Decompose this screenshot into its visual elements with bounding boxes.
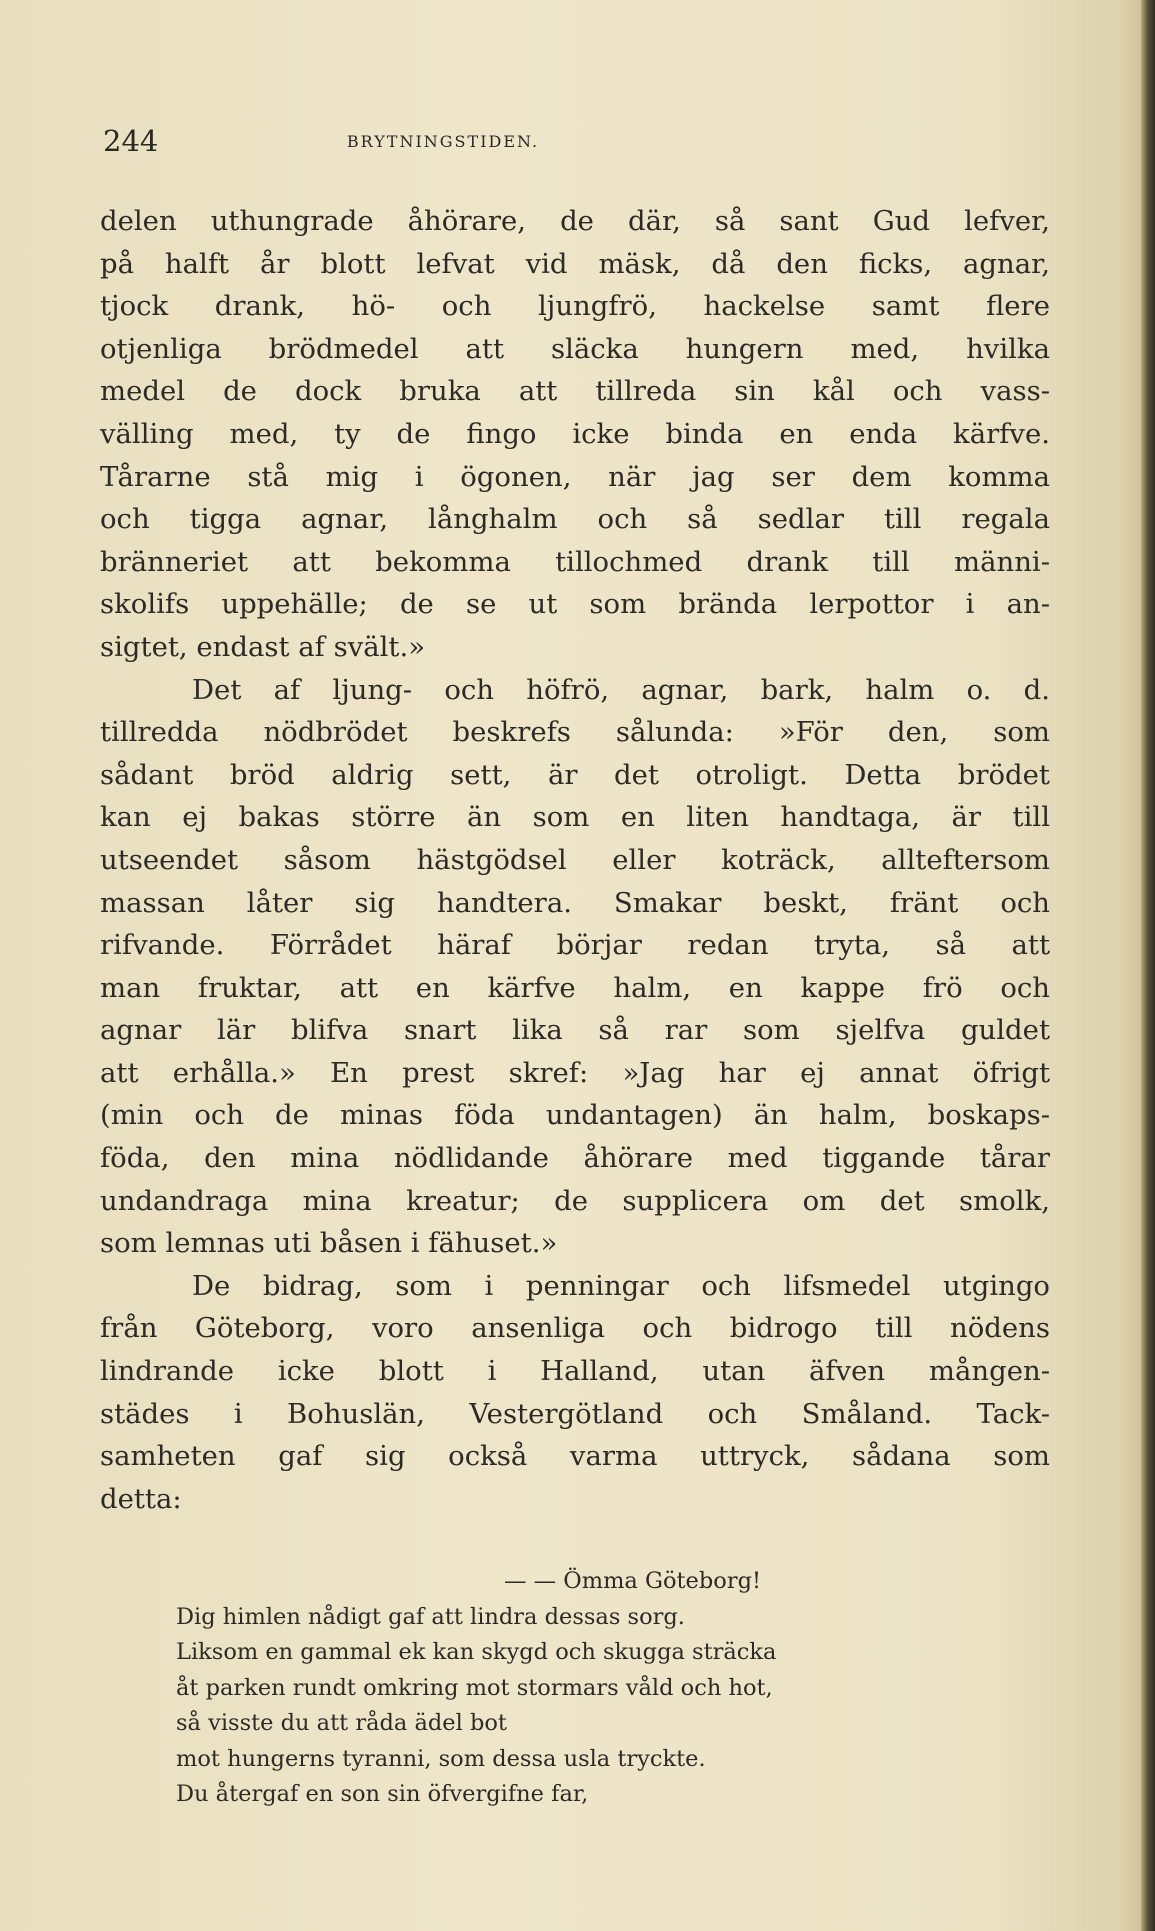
text-line: lindrande icke blott i Halland, utan äfven mången-: [100, 1355, 1050, 1388]
text-line: skolifs uppehälle; de se ut som brända lerpottor i an-: [100, 588, 1050, 621]
poem-opening: — — Ömma Göteborg!: [504, 1568, 762, 1594]
text-line: otjenliga brödmedel att släcka hungern med, hvilka: [100, 332, 1050, 365]
text-line: De bidrag, som i penningar och lifsmedel utgingo: [192, 1269, 1050, 1302]
poem-line: så visste du att råda ädel bot: [176, 1710, 507, 1736]
poem-line: mot hungerns tyranni, som dessa usla tryckte.: [176, 1745, 706, 1772]
page-header: [103, 124, 1053, 164]
paragraph-2: [100, 669, 1050, 1265]
paragraph-3: [100, 1265, 1050, 1521]
text-line: man fruktar, att en kärfve halm, en kappe frö och: [100, 971, 1050, 1004]
text-line: utseendet såsom hästgödsel eller koträck, allteftersom: [100, 843, 1050, 876]
text-line: kan ej bakas större än som en liten handtaga, är till: [100, 801, 1050, 834]
text-line: välling med, ty de fingo icke binda en enda kärfve.: [100, 417, 1050, 450]
body-text: [100, 200, 1050, 1520]
text-line: massan låter sig handtera. Smakar beskt, fränt och: [100, 886, 1050, 919]
text-line: sådant bröd aldrig sett, är det otroligt. Detta brödet: [100, 758, 1050, 791]
page-number: 244: [103, 124, 159, 158]
text-line: (min och de minas föda undantagen) än halm, boskaps-: [100, 1099, 1050, 1132]
poem-line: åt parken rundt omkring mot stormars våld och hot,: [176, 1674, 773, 1701]
running-title: BRYTNINGSTIDEN.: [346, 132, 540, 151]
text-line: undandraga mina kreatur; de supplicera om det smolk,: [100, 1184, 1050, 1217]
text-line: på halft år blott lefvat vid mäsk, då den ficks, agnar,: [100, 247, 1050, 280]
text-line: städes i Bohuslän, Vestergötland och Småland. Tack-: [100, 1397, 1050, 1430]
text-line: delen uthungrade åhörare, de där, så sant Gud lefver,: [100, 205, 1050, 237]
text-line: föda, den mina nödlidande åhörare med tiggande tårar: [100, 1142, 1050, 1175]
text-line: detta:: [100, 1482, 182, 1515]
text-line: att erhålla.» En prest skref: »Jag har ej annat öfrigt: [100, 1056, 1050, 1089]
paragraph-1: [100, 200, 1050, 669]
text-line: medel de dock bruka att tillreda sin kål och vass-: [100, 375, 1050, 408]
text-line: Tårarne stå mig i ögonen, när jag ser dem komma: [100, 460, 1050, 493]
poem: [176, 1564, 1056, 1813]
text-line: agnar lär blifva snart lika så rar som sjelfva guldet: [100, 1014, 1050, 1047]
text-line: samheten gaf sig också varma uttryck, sådana som: [100, 1440, 1050, 1473]
text-line: tjock drank, hö- och ljungfrö, hackelse samt flere: [100, 290, 1050, 323]
text-line: sigtet, endast af svält.»: [100, 630, 426, 663]
text-line: som lemnas uti båsen i fähuset.»: [100, 1227, 558, 1260]
poem-line: Dig himlen nådigt gaf att lindra dessas sorg.: [176, 1603, 685, 1630]
text-line: och tigga agnar, långhalm och så sedlar till regala: [100, 503, 1050, 536]
text-line: bränneriet att bekomma tillochmed drank till männi-: [100, 545, 1050, 578]
text-line: tillredda nödbrödet beskrefs sålunda: »För den, som: [100, 716, 1050, 749]
text-line: Det af ljung- och höfrö, agnar, bark, halm o. d.: [192, 673, 1050, 706]
page-gutter-shadow: [1141, 0, 1155, 1931]
poem-line: Du återgaf en son sin öfvergifne far,: [176, 1781, 589, 1807]
text-line: rifvande. Förrådet häraf börjar redan tryta, så att: [100, 929, 1050, 962]
poem-line: Liksom en gammal ek kan skygd och skugga sträcka: [176, 1639, 777, 1665]
text-line: från Göteborg, voro ansenliga och bidrogo till nödens: [100, 1312, 1050, 1345]
